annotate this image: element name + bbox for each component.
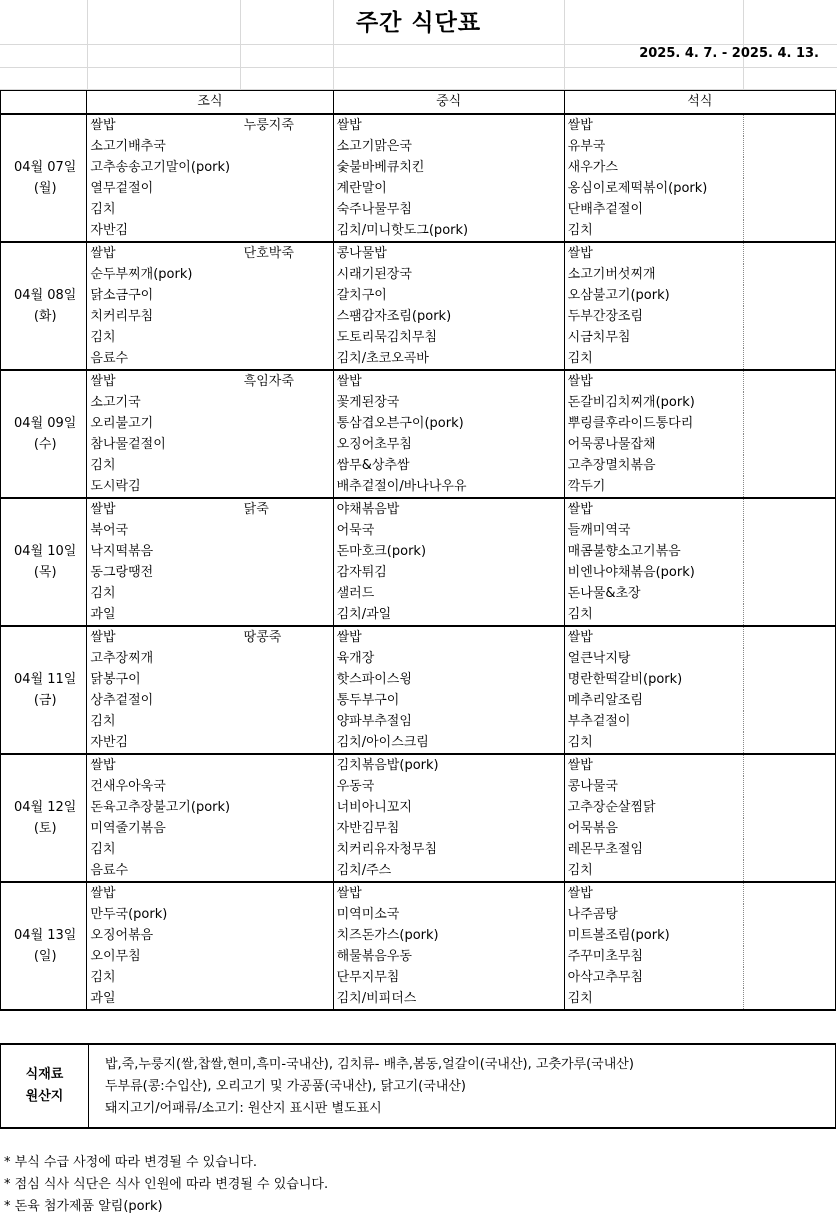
lunch-item: 쌀밥 [333,626,564,648]
porridge-item [241,839,333,860]
table-row [1,882,836,904]
day-date: 04월 12일 [14,800,77,815]
dinner-item: 뿌링클후라이드통다리 [564,413,743,434]
table-row [1,776,836,797]
dinner-extra [743,818,835,839]
table-row [1,925,836,946]
period-range: 2025. 4. 7. - 2025. 4. 13. [639,46,819,61]
porridge-item [241,946,333,967]
lunch-item: 치커리유자청무침 [333,839,564,860]
breakfast-item: 동그랑땡전 [87,562,241,583]
lunch-item: 양파부추절임 [333,711,564,732]
table-row [1,839,836,860]
dinner-item: 쌀밥 [564,882,743,904]
table-row [1,178,836,199]
porridge-item [241,648,333,669]
lunch-item: 돈마호크(pork) [333,541,564,562]
lunch-item: 시래기된장국 [333,264,564,285]
table-row [1,604,836,626]
dinner-extra [743,392,835,413]
porridge-item [241,967,333,988]
dinner-extra [743,604,835,626]
porridge-item [241,711,333,732]
porridge-item [241,455,333,476]
dinner-extra [743,285,835,306]
lunch-item: 김치/비피더스 [333,988,564,1010]
lunch-item: 쌀밥 [333,370,564,392]
breakfast-item: 치커리무침 [87,306,241,327]
table-row [1,946,836,967]
table-row [1,860,836,882]
porridge-item: 단호박죽 [241,242,333,264]
table-row [1,541,836,562]
breakfast-item: 닭봉구이 [87,669,241,690]
table-row [1,498,836,520]
table-row [1,818,836,839]
breakfast-item: 김치 [87,455,241,476]
day-weekday: (금) [33,693,57,708]
lunch-item: 김치/아이스크림 [333,732,564,754]
dinner-item: 얼큰낙지탕 [564,648,743,669]
breakfast-item: 김치 [87,839,241,860]
lunch-item: 샐러드 [333,583,564,604]
porridge-item [241,904,333,925]
lunch-item: 야채볶음밥 [333,498,564,520]
lunch-item: 배추겉절이/바나나우유 [333,476,564,498]
dinner-extra [743,925,835,946]
dinner-item: 쌀밥 [564,114,743,136]
breakfast-item: 자반김 [87,732,241,754]
lunch-item: 계란말이 [333,178,564,199]
lunch-item: 감자튀김 [333,562,564,583]
day-label [1,754,87,882]
lunch-item: 미역미소국 [333,904,564,925]
dinner-extra [743,264,835,285]
breakfast-item: 오이무침 [87,946,241,967]
porridge-item [241,327,333,348]
dinner-item: 미트볼조림(pork) [564,925,743,946]
header-blank [1,91,87,115]
table-row [1,327,836,348]
table-row [1,455,836,476]
porridge-item [241,860,333,882]
page-title: 주간 식단표 [355,10,482,36]
table-row [1,264,836,285]
table-row [1,562,836,583]
lunch-item: 김치/과일 [333,604,564,626]
breakfast-item: 소고기국 [87,392,241,413]
dinner-item: 김치 [564,348,743,370]
dinner-extra [743,498,835,520]
porridge-item [241,392,333,413]
dinner-extra [743,860,835,882]
breakfast-item: 열무겉절이 [87,178,241,199]
breakfast-item: 만두국(pork) [87,904,241,925]
dinner-extra [743,904,835,925]
breakfast-item: 오리불고기 [87,413,241,434]
lunch-item: 김치/미니핫도그(pork) [333,220,564,242]
dinner-item: 콩나물국 [564,776,743,797]
header-lunch: 중식 [333,91,564,115]
weekly-menu-table [0,90,836,1011]
lunch-item: 김치볶음밥(pork) [333,754,564,776]
breakfast-item: 오징어볶음 [87,925,241,946]
porridge-item [241,157,333,178]
day-weekday: (목) [33,565,57,580]
footnote: * 돈육 첨가제품 알림(pork) [4,1199,163,1214]
dinner-item: 소고기버섯찌개 [564,264,743,285]
breakfast-item: 김치 [87,711,241,732]
dinner-item: 매콤불향소고기볶음 [564,541,743,562]
porridge-item [241,818,333,839]
origin-label-line2: 원산지 [25,1089,64,1104]
dinner-item: 김치 [564,860,743,882]
porridge-item [241,541,333,562]
day-label [1,882,87,1010]
table-row [1,583,836,604]
dinner-extra [743,520,835,541]
table-row [1,220,836,242]
lunch-item: 해물볶음우동 [333,946,564,967]
breakfast-item: 김치 [87,199,241,220]
origin-line: 돼지고기/어패류/소고기: 원산지 표시판 별도표시 [105,1101,382,1116]
lunch-item: 우동국 [333,776,564,797]
porridge-item [241,348,333,370]
lunch-item: 너비아니꼬지 [333,797,564,818]
dinner-item: 어묵볶음 [564,818,743,839]
lunch-item: 소고기맑은국 [333,136,564,157]
dinner-extra [743,967,835,988]
footnotes [4,1152,328,1218]
day-date: 04월 07일 [14,160,77,175]
dinner-extra [743,946,835,967]
dinner-item: 오삼불고기(pork) [564,285,743,306]
dinner-extra [743,306,835,327]
porridge-item [241,732,333,754]
lunch-item: 갈치구이 [333,285,564,306]
breakfast-item: 음료수 [87,860,241,882]
table-row [1,242,836,264]
porridge-item [241,562,333,583]
dinner-extra [743,711,835,732]
header-breakfast: 조식 [87,91,333,115]
table-row [1,285,836,306]
day-date: 04월 08일 [14,288,77,303]
lunch-item: 쌈무&상추쌈 [333,455,564,476]
dinner-item: 쌀밥 [564,498,743,520]
dinner-item: 단배추겉절이 [564,199,743,220]
porridge-item [241,690,333,711]
dinner-item: 주꾸미초무침 [564,946,743,967]
dinner-item: 김치 [564,988,743,1010]
lunch-item: 스팸감자조림(pork) [333,306,564,327]
table-row [1,136,836,157]
dinner-item: 쌀밥 [564,754,743,776]
porridge-item [241,476,333,498]
dinner-extra [743,434,835,455]
day-label [1,626,87,754]
table-row [1,648,836,669]
ingredient-origin-section [0,1043,836,1129]
lunch-item: 꽃게된장국 [333,392,564,413]
breakfast-item: 쌀밥 [87,242,241,264]
dinner-item: 두부간장조림 [564,306,743,327]
table-row [1,348,836,370]
breakfast-item: 참나물겉절이 [87,434,241,455]
header-dinner: 석식 [564,91,835,115]
dinner-item: 어묵콩나물잡채 [564,434,743,455]
lunch-item: 단무지무침 [333,967,564,988]
porridge-item [241,413,333,434]
table-row [1,114,836,136]
porridge-item [241,925,333,946]
table-row [1,669,836,690]
dinner-item: 쌀밥 [564,242,743,264]
porridge-item [241,797,333,818]
dinner-item: 아삭고추무침 [564,967,743,988]
day-label [1,114,87,242]
lunch-item: 쌀밥 [333,882,564,904]
porridge-item [241,220,333,242]
lunch-item: 치즈돈가스(pork) [333,925,564,946]
day-label [1,370,87,498]
dinner-extra [743,476,835,498]
dinner-extra [743,136,835,157]
table-row [1,732,836,754]
dinner-item: 김치 [564,732,743,754]
breakfast-item: 미역줄기볶음 [87,818,241,839]
lunch-item: 숙주나물무침 [333,199,564,220]
dinner-item: 새우가스 [564,157,743,178]
day-date: 04월 09일 [14,416,77,431]
day-weekday: (화) [33,309,57,324]
dinner-item: 김치 [564,220,743,242]
footnote: * 점심 식사 식단은 식사 인원에 따라 변경될 수 있습니다. [4,1177,329,1192]
porridge-item [241,583,333,604]
dinner-extra [743,348,835,370]
porridge-item [241,178,333,199]
lunch-item: 오징어초무침 [333,434,564,455]
lunch-item: 김치/초코오곡바 [333,348,564,370]
lunch-item: 숯불바베큐치킨 [333,157,564,178]
table-row [1,797,836,818]
day-date: 04월 13일 [14,928,77,943]
breakfast-item: 소고기배추국 [87,136,241,157]
table-row [1,306,836,327]
dinner-extra [743,157,835,178]
table-row [1,967,836,988]
dinner-item: 메추리알조림 [564,690,743,711]
day-date: 04월 11일 [14,672,77,687]
breakfast-item: 김치 [87,583,241,604]
dinner-extra [743,541,835,562]
porridge-item [241,520,333,541]
day-weekday: (토) [33,821,57,836]
dinner-extra [743,178,835,199]
dinner-item: 고추장멸치볶음 [564,455,743,476]
origin-label-line1: 식재료 [25,1067,64,1082]
table-row [1,690,836,711]
porridge-item [241,199,333,220]
origin-line: 두부류(콩:수입산), 오리고기 및 가공품(국내산), 닭고기(국내산) [105,1079,466,1094]
footnote: * 부식 수급 사정에 따라 변경될 수 있습니다. [4,1155,258,1170]
breakfast-item: 김치 [87,967,241,988]
table-row [1,626,836,648]
dinner-extra [743,242,835,264]
dinner-extra [743,669,835,690]
day-label [1,242,87,370]
breakfast-item: 순두부찌개(pork) [87,264,241,285]
lunch-item: 콩나물밥 [333,242,564,264]
porridge-item [241,434,333,455]
dinner-extra [743,648,835,669]
dinner-item: 깍두기 [564,476,743,498]
table-row [1,904,836,925]
porridge-item: 닭죽 [241,498,333,520]
lunch-item: 쌀밥 [333,114,564,136]
breakfast-item: 돈육고추장불고기(pork) [87,797,241,818]
dinner-item: 쌀밥 [564,370,743,392]
dinner-extra [743,797,835,818]
dinner-item: 나주곰탕 [564,904,743,925]
dinner-extra [743,370,835,392]
breakfast-item: 쌀밥 [87,114,241,136]
table-header-row [1,91,836,115]
day-label [1,498,87,626]
porridge-item [241,264,333,285]
breakfast-item: 쌀밥 [87,626,241,648]
table-row [1,754,836,776]
dinner-item: 돈나물&초장 [564,583,743,604]
breakfast-item: 자반김 [87,220,241,242]
table-row [1,392,836,413]
lunch-item: 어묵국 [333,520,564,541]
origin-lines [105,1054,634,1120]
day-weekday: (일) [33,949,57,964]
lunch-item: 통두부구이 [333,690,564,711]
breakfast-item: 건새우아욱국 [87,776,241,797]
breakfast-item: 과일 [87,604,241,626]
breakfast-item: 쌀밥 [87,370,241,392]
porridge-item [241,604,333,626]
porridge-item [241,669,333,690]
dinner-item: 고추장순살찜닭 [564,797,743,818]
dinner-extra [743,455,835,476]
lunch-item: 통삼겹오븐구이(pork) [333,413,564,434]
dinner-item: 유부국 [564,136,743,157]
breakfast-item: 쌀밥 [87,754,241,776]
dinner-item: 들깨미역국 [564,520,743,541]
breakfast-item: 김치 [87,327,241,348]
table-row [1,711,836,732]
porridge-item [241,285,333,306]
dinner-extra [743,690,835,711]
dinner-extra [743,882,835,904]
porridge-item [241,882,333,904]
breakfast-item: 도시락김 [87,476,241,498]
breakfast-item: 고추송송고기말이(pork) [87,157,241,178]
day-weekday: (수) [33,437,57,452]
dinner-extra [743,114,835,136]
breakfast-item: 낙지떡볶음 [87,541,241,562]
dinner-extra [743,583,835,604]
table-row [1,520,836,541]
dinner-item: 비엔나야채볶음(pork) [564,562,743,583]
porridge-item [241,988,333,1010]
table-row [1,199,836,220]
dinner-extra [743,562,835,583]
breakfast-item: 상추겉절이 [87,690,241,711]
dinner-extra [743,327,835,348]
table-row [1,988,836,1010]
dinner-extra [743,732,835,754]
dinner-extra [743,839,835,860]
breakfast-item: 쌀밥 [87,882,241,904]
dinner-extra [743,220,835,242]
dinner-item: 시금치무침 [564,327,743,348]
porridge-item: 누룽지죽 [241,114,333,136]
table-row [1,370,836,392]
porridge-item [241,754,333,776]
breakfast-item: 음료수 [87,348,241,370]
dinner-item: 옹심이로제떡볶이(pork) [564,178,743,199]
dinner-extra [743,199,835,220]
breakfast-item: 쌀밥 [87,498,241,520]
table-row [1,434,836,455]
porridge-item: 땅콩죽 [241,626,333,648]
lunch-item: 자반김무침 [333,818,564,839]
dinner-extra [743,754,835,776]
table-row [1,476,836,498]
day-date: 04월 10일 [14,544,77,559]
lunch-item: 핫스파이스윙 [333,669,564,690]
porridge-item [241,136,333,157]
lunch-item: 육개장 [333,648,564,669]
breakfast-item: 과일 [87,988,241,1010]
table-row [1,413,836,434]
day-weekday: (월) [33,181,57,196]
breakfast-item: 닭소금구이 [87,285,241,306]
dinner-extra [743,776,835,797]
dinner-item: 김치 [564,604,743,626]
porridge-item [241,306,333,327]
dinner-extra [743,413,835,434]
origin-label [1,1045,89,1127]
dinner-extra [743,626,835,648]
table-row [1,157,836,178]
breakfast-item: 고추장찌개 [87,648,241,669]
lunch-item: 김치/주스 [333,860,564,882]
breakfast-item: 북어국 [87,520,241,541]
dinner-extra [743,988,835,1010]
origin-line: 밥,죽,누룽지(쌀,찹쌀,현미,흑미-국내산), 김치류- 배추,봄동,얼갈이(국내산), 고춧가루(국내산) [105,1057,634,1072]
porridge-item [241,776,333,797]
dinner-item: 레몬무초절임 [564,839,743,860]
dinner-item: 쌀밥 [564,626,743,648]
porridge-item: 흑임자죽 [241,370,333,392]
lunch-item: 도토리묵김치무침 [333,327,564,348]
dinner-item: 명란한떡갈비(pork) [564,669,743,690]
dinner-item: 부추겉절이 [564,711,743,732]
dinner-item: 돈갈비김치찌개(pork) [564,392,743,413]
